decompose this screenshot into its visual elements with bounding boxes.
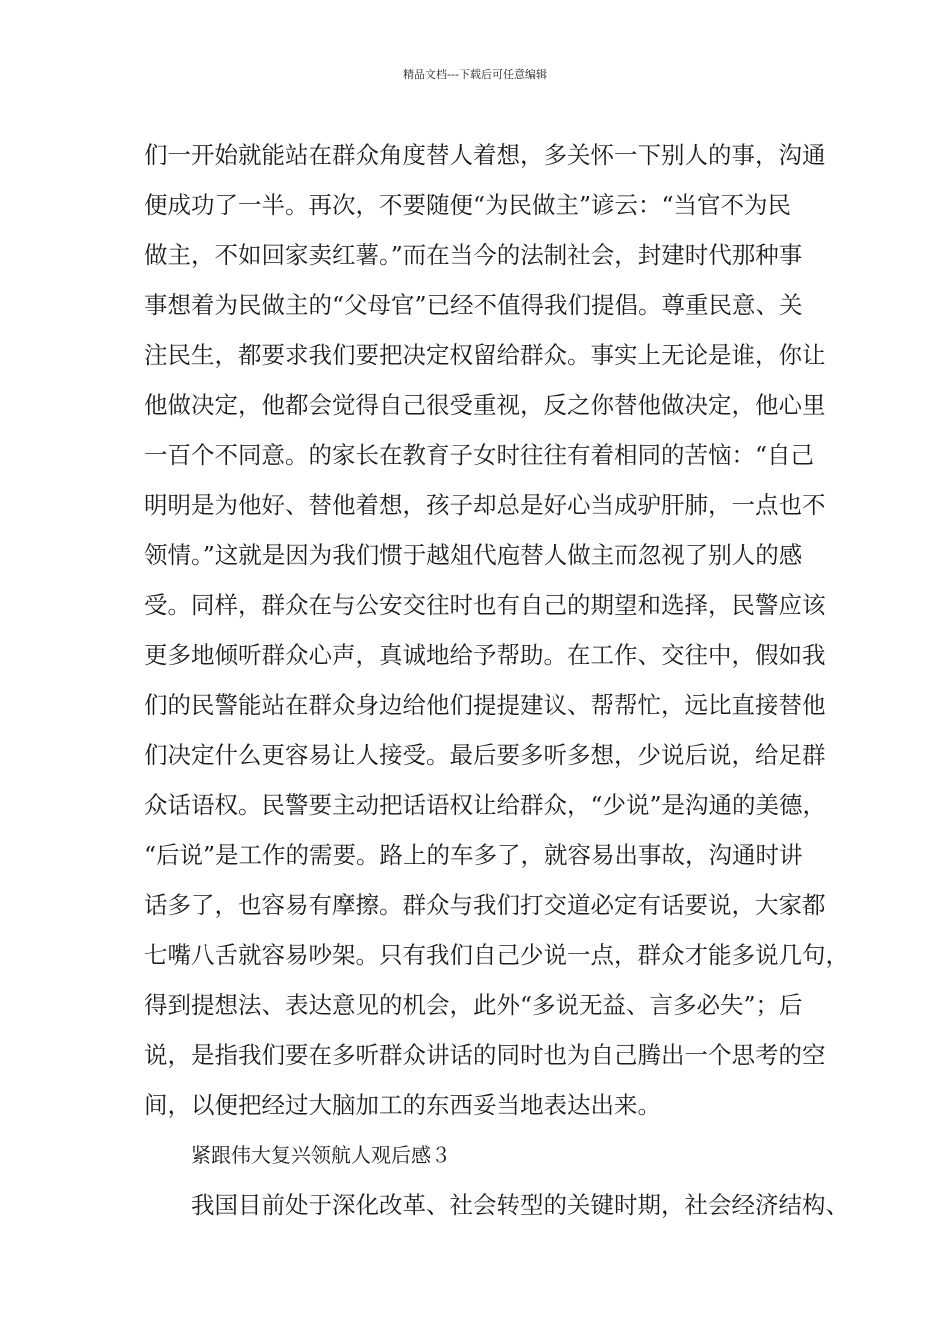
text-line: 说，是指我们要在多听群众讲话的同时也为自己腾出一个思考的空 <box>144 1041 826 1069</box>
text-line: 们决定什么更容易让人接受。最后要多听多想，少说后说，给足群 <box>144 741 826 769</box>
text-line: 间，以便把经过大脑加工的东西妥当地表达出来。 <box>144 1091 661 1119</box>
document-body <box>144 130 849 1230</box>
text-line: 便成功了一半。再次，不要随便“为民做主”谚云：“当官不为民 <box>144 191 792 219</box>
text-line: 注民生，都要求我们要把决定权留给群众。事实上无论是谁，你让 <box>144 341 826 369</box>
text-line: “后说”是工作的需要。路上的车多了，就容易出事故，沟通时讲 <box>144 841 803 869</box>
text-line: 众话语权。民警要主动把话语权让给群众，“少说”是沟通的美德， <box>144 791 827 819</box>
text-line: 领情。”这就是因为我们惯于越俎代庖替人做主而忽视了别人的感 <box>144 541 803 569</box>
text-line: 做主，不如回家卖红薯。”而在当今的法制社会，封建时代那种事 <box>144 241 803 269</box>
section-heading: 紧跟伟大复兴领航人观后感３ <box>191 1143 451 1167</box>
text-line: 更多地倾听群众心声，真诚地给予帮助。在工作、交往中，假如我 <box>144 641 826 669</box>
text-line: 一百个不同意。的家长在教育子女时往往有着相同的苦恼：“自己 <box>144 441 815 469</box>
text-line: 话多了，也容易有摩擦。群众与我们打交道必定有话要说，大家都 <box>144 891 826 919</box>
text-line: 我国目前处于深化改革、社会转型的关键时期，社会经济结构、 <box>191 1191 849 1219</box>
text-line: 七嘴八舌就容易吵架。只有我们自己少说一点，群众才能多说几句， <box>144 941 849 969</box>
text-line: 受。同样，群众在与公安交往时也有自己的期望和选择，民警应该 <box>144 591 826 619</box>
text-line: 得到提想法、表达意见的机会，此外“多说无益、言多必失”；后 <box>144 991 803 1019</box>
text-line: 事想着为民做主的“父母官”已经不值得我们提倡。尊重民意、关 <box>144 291 803 319</box>
text-line: 他做决定，他都会觉得自己很受重视，反之你替他做决定，他心里 <box>144 391 826 419</box>
text-line: 明明是为他好、替他着想，孩子却总是好心当成驴肝肺，一点也不 <box>144 491 826 519</box>
page-header: 精品文档---下载后可任意编辑 <box>403 68 547 81</box>
text-line: 们一开始就能站在群众角度替人着想，多关怀一下别人的事，沟通 <box>144 141 826 169</box>
text-line: 们的民警能站在群众身边给他们提提建议、帮帮忙，远比直接替他 <box>144 691 826 719</box>
